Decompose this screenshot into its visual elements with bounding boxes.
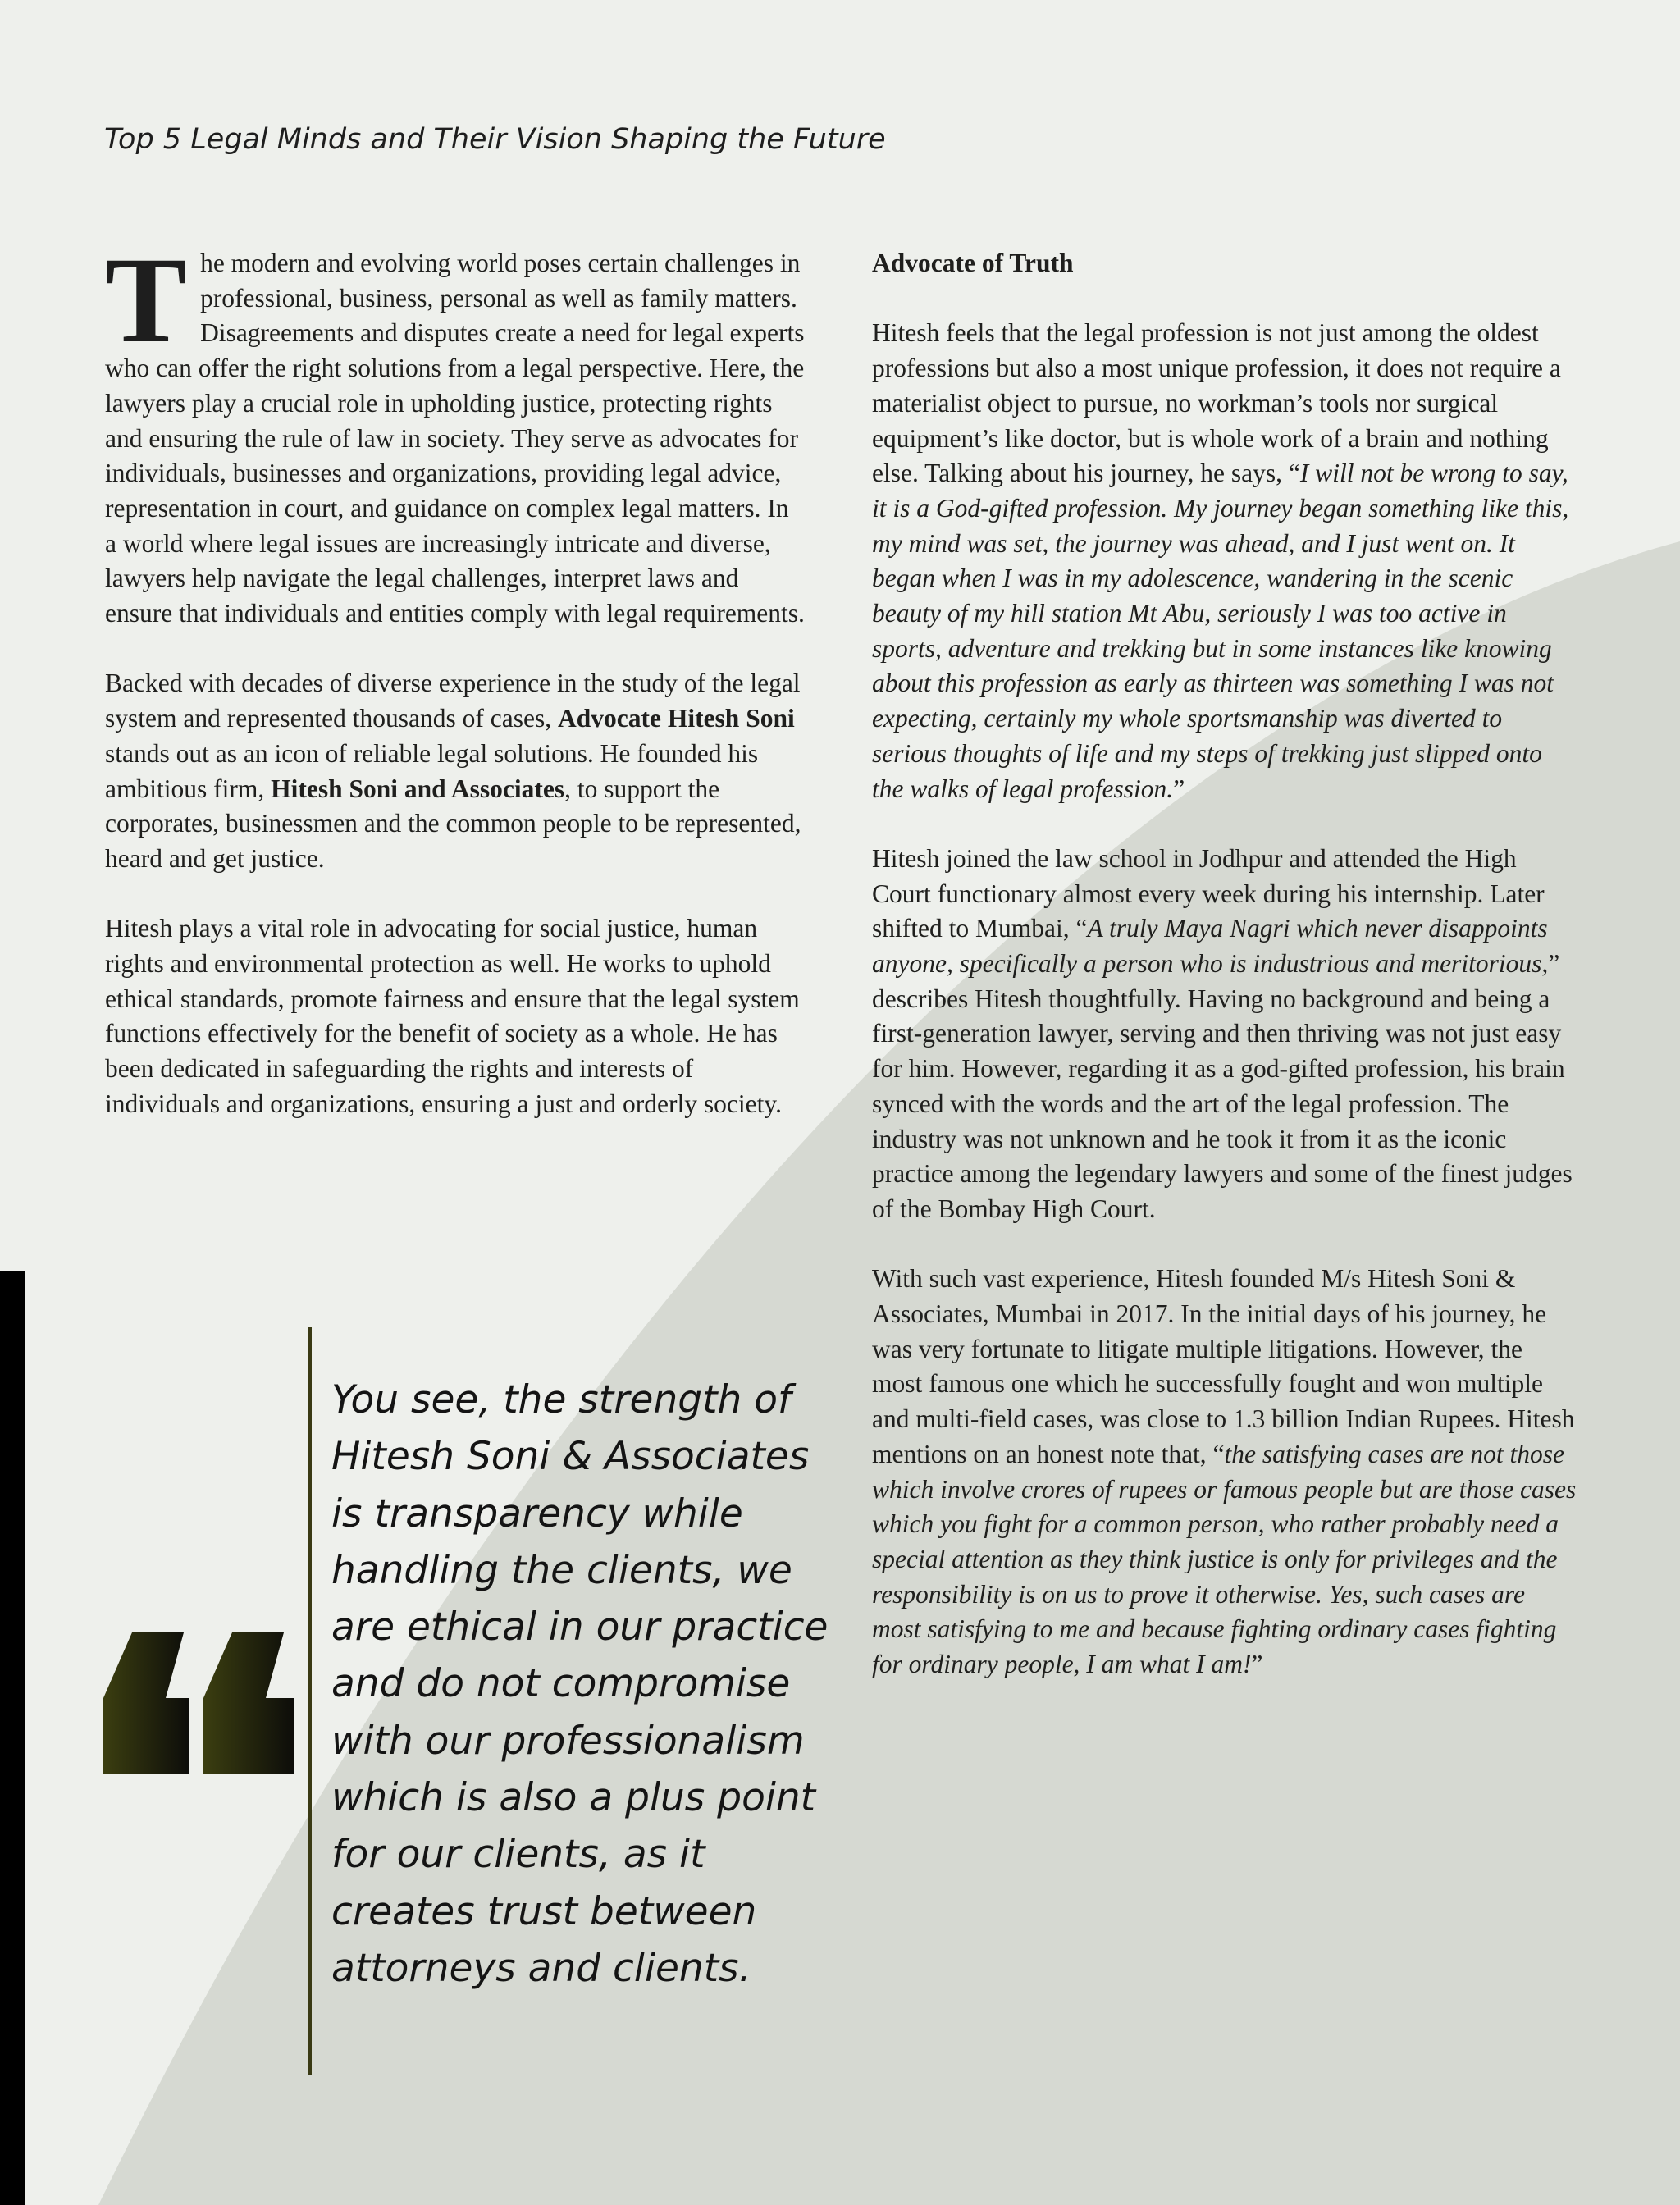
page-header: Top 5 Legal Minds and Their Vision Shaping the Future: [104, 123, 886, 156]
background-paragraph: Backed with decades of diverse experience in the study of the legal system and represented thousands of cases, Advocate Hitesh Soni stands out as an icon of reliable legal solutions. He founded his ambitious firm, Hitesh Soni and Associates, to support the corporates, businessmen and the common people to be represented, heard and get justice.: [105, 669, 801, 873]
firm-highlight: Hitesh Soni and Associates: [271, 774, 565, 803]
quote-divider-line: [308, 1327, 312, 2075]
firm-paragraph: With such vast experience, Hitesh founded M/s Hitesh Soni & Associates, Mumbai in 2017. In the initial days of his journey, he was very fortunate to litigate multiple litigations. However, the most famous one which he successfully fought and won multiple and multi-field cases, was close to 1.3 billion Indian Rupees. Hitesh mentions on an honest note that, “the satisfying cases are not those which involve crores of rupees or famous people but are those cases which you fight for a common person, who rather probably need a special attention as they think justice is only for privileges and the responsibility is on us to prove it otherwise. Yes, such cases are most satisfying to me and because fighting ordinary cases fighting for ordinary people, I am what I am!”: [872, 1264, 1577, 1679]
drop-cap: T: [105, 232, 188, 368]
right-column: [872, 246, 1577, 1717]
cases-quote: the satisfying cases are not those which involve crores of rupees or famous people but are those cases which you fight for a common person, who rather probably need a special attention as they think justice is only for privileges and the responsibility is on us to prove it otherwise. Yes, such cases are most satisfying to me and because fighting ordinary cases fighting for ordinary people, I am what I am!: [872, 1439, 1577, 1679]
pull-quote: You see, the strength of Hitesh Soni & Associates is transparency while handling the clients, we are ethical in our practice and do not compromise with our professionalism which is also a plus point for our clients, as it creates trust between attorneys and clients.: [331, 1377, 829, 1991]
mumbai-paragraph: Hitesh joined the law school in Jodhpur and attended the High Court functionary almost every week during his internship. Later shifted to Mumbai, “A truly Maya Nagri which never disappoints anyone, specifically a person who is industrious and meritorious,” describes Hitesh thoughtfully. Having no background and being a first-generation lawyer, serving and then thriving was not just easy for him. However, regarding it as a god-gifted profession, his brain synced with the words and the art of the legal profession. The industry was not unknown and he took it from it as the iconic practice among the legendary lawyers and some of the finest judges of the Bombay High Court.: [872, 843, 1573, 1223]
quote-side-bar: [0, 1271, 25, 2205]
left-column: [105, 232, 806, 1157]
intro-paragraph: The modern and evolving world poses certain challenges in professional, business, personal as well as family matters. Disagreements and disputes create a need for legal experts who can offer the right solutions from a legal perspective. Here, the lawyers play a crucial role in upholding justice, protecting rights and ensuring the rule of law in society. They serve as advocates for individuals, businesses and organizations, providing legal advice, representation in court, and guidance on complex legal matters. In a world where legal issues are increasingly intricate and diverse, lawyers help navigate the legal challenges, interpret laws and ensure that individuals and entities comply with legal requirements.: [105, 232, 805, 628]
quote-mark-icon: [103, 1632, 294, 1774]
profession-paragraph: Hitesh feels that the legal profession is not just among the oldest professions but also a most unique profession, it does not require a materialist object to pursue, no workman’s tools nor surgical equipment’s like doctor, but is whole work of a brain and nothing else. Talking about his journey, he says, “I will not be wrong to say, it is a God-gifted profession. My journey began something like this, my mind was set, the journey was ahead, and I just went on. It began when I was in my adolescence, wandering in the scenic beauty of my hill station Mt Abu, seriously I was too active in sports, adventure and trekking but in some instances like knowing about this profession as early as thirteen was something I was not expecting, certainly my whole sportsmanship was diverted to serious thoughts of life and my steps of trekking just slipped onto the walks of legal profession.”: [872, 318, 1569, 803]
journey-quote: I will not be wrong to say, it is a God-gifted profession. My journey began something like this, my mind was set, the journey was ahead, and I just went on. It began when I was in my adolescence, wandering in the scenic beauty of my hill station Mt Abu, seriously I was too active in sports, adventure and trekking but in some instances like knowing about this profession as early as thirteen was something I was not expecting, certainly my whole sportsmanship was diverted to serious thoughts of life and my steps of trekking just slipped onto the walks of legal profession.: [872, 459, 1569, 803]
section-heading: Advocate of Truth: [872, 249, 1074, 277]
mumbai-quote: A truly Maya Nagri which never disappoints anyone, specifically a person who is industrious and meritorious,: [872, 914, 1549, 979]
role-paragraph: Hitesh plays a vital role in advocating for social justice, human rights and environmental protection as well. He works to uphold ethical standards, promote fairness and ensure that the legal system functions effectively for the benefit of society as a whole. He has been dedicated in safeguarding the rights and interests of individuals and organizations, ensuring a just and orderly society.: [105, 914, 800, 1118]
name-highlight: Advocate Hitesh Soni: [557, 704, 795, 733]
